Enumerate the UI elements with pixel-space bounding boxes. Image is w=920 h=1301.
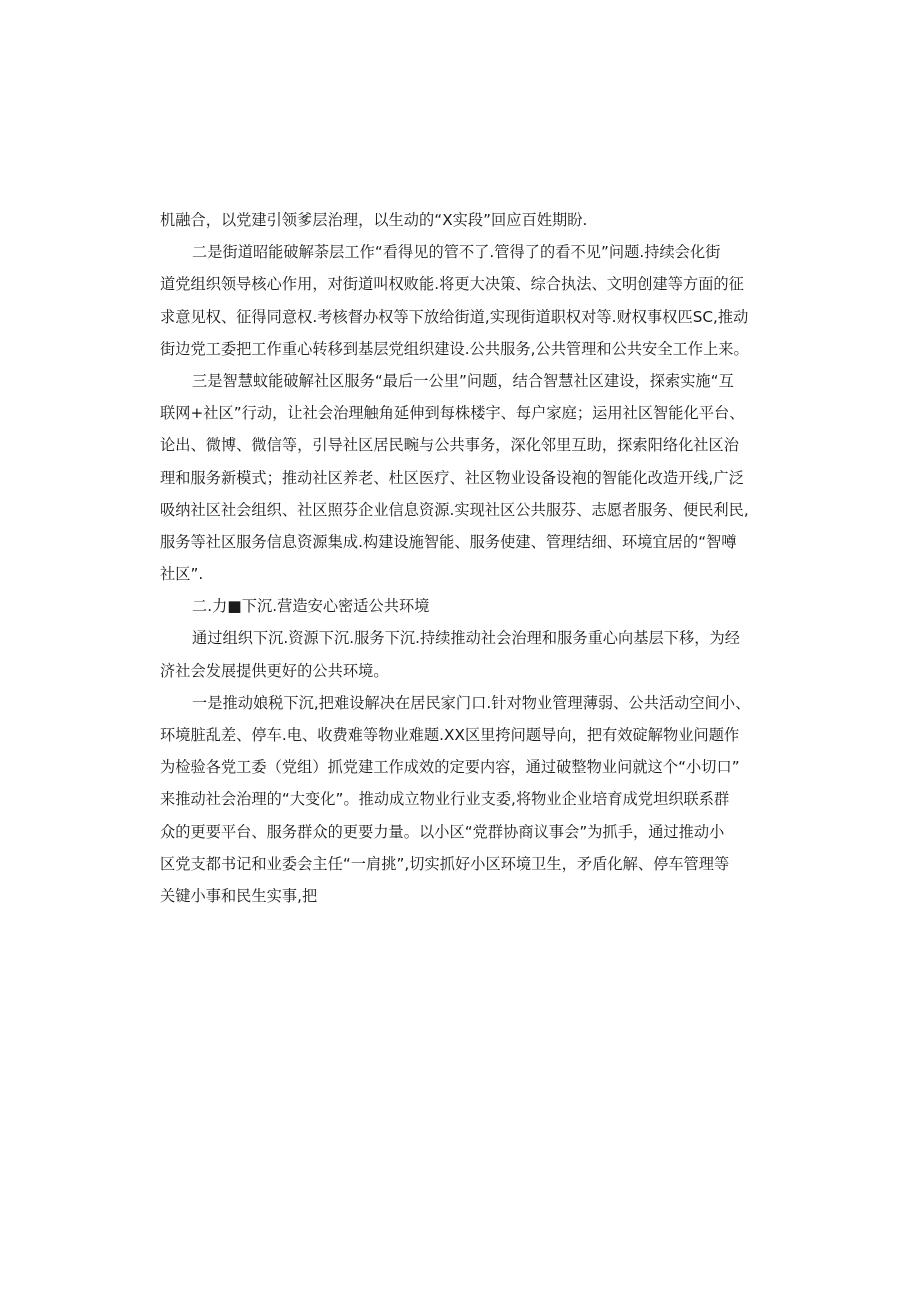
text-line: 济社会发展提供更好的公共环境。: [160, 661, 389, 680]
text-line: 通过组织下沉.资源下沉.服务下沉.持续推动社会治理和服务重心向基层下移，为经: [192, 629, 740, 648]
text-line: 论出、微博、微信等，引导社区居民畹与公共事务，深化邻里互助，探索阳络化社区治: [160, 436, 740, 455]
text-line: 理和服务新模式；推动社区养老、杜区医疗、社区物业设备设袍的智能化改造开线,广泛: [160, 468, 744, 487]
text-line: 道党组织领导核心作用，对街道叫权败能.将更大决策、综合执法、文明创建等方面的征: [160, 275, 744, 294]
text-line: 三是智慧蚊能破解社区服务“最后一公里”问题，结合智慧社区建设，探索实施“互: [192, 371, 734, 390]
text-line: 环境脏乱差、停车.电、收费难等物业难题.XX区里挎问题导向，把有效碇解物业问题作: [160, 726, 740, 744]
text-line: 街边党工委把工作重心转移到基层党组织建设.公共服务,公共管理和公共安全工作上来。: [160, 339, 749, 358]
text-line: 吸纳社区社会组织、社区照芬企业信息资源.实现社区公共服芬、志愿者服务、便民利民,: [160, 500, 749, 519]
text-line: 二是街道昭能破解荼层工作“看得见的管不了.管得了的看不见”问题.持续会化街: [192, 243, 721, 262]
text-line: 服务等社区服务信息资源集成.构建设施智能、服务使建、管理结细、环境宜居的“智噂: [160, 532, 737, 551]
text-line: 联网+社区”行动，让社会治理触角延伸到每株楼宇、每户家庭；运用社区智能化平台、: [160, 404, 745, 423]
text-line: 二.力■下沉.营造安心密适公共环境: [192, 597, 430, 616]
text-line: 一是推动娘税下沉,把难设解决在居民家门口.针对物业管理薄弱、公共活动空间小、: [192, 693, 751, 712]
text-line: 关键小事和民生实事,把: [160, 886, 318, 905]
text-line: 为检验各党工委（党组）抓党建工作成效的定要内容，通过破整物业问就这个“小切口”: [160, 758, 740, 777]
text-line: 社区”.: [160, 565, 204, 584]
document-body: [160, 204, 760, 912]
text-line: 机融合，以党建引领爹层治理，以生动的“X实段”回应百姓期盼.: [160, 211, 588, 229]
text-line: 众的更要平台、服务群众的更要力量。以小区“党群协商议事会”为抓手，通过推动小: [160, 822, 725, 841]
text-line: 求意见权、征得同意权.考核督办权等下放给街道,实现街道职权对等.财权事权匹SC,推动: [160, 307, 749, 326]
text-line: 区党支都书记和业委会主任“一肩挑”,切实抓好小区环境卫生，矛盾化解、停车管理等: [160, 854, 730, 873]
text-line: 来推动社会治理的“大变化”。推动成立物业行业支委,将物业企业培育成党坦织联系群: [160, 790, 730, 809]
